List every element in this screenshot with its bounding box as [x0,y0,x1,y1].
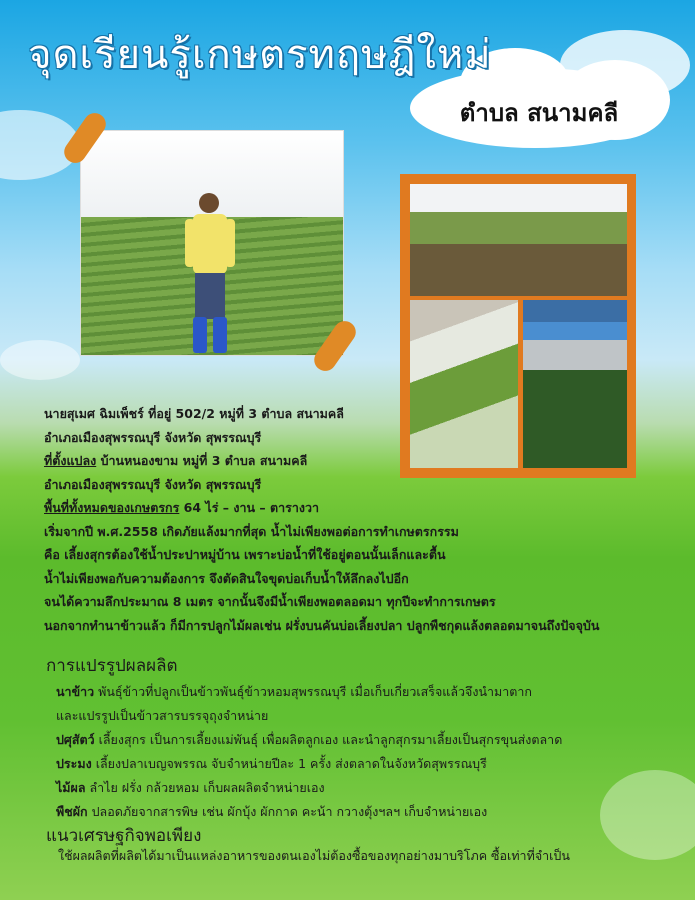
farmer-photo [80,130,344,356]
cloud-mid-left [0,340,80,380]
info-line-address: นายสุเมศ ฉิมเพ็ชร์ ที่อยู่ 502/2 หมู่ที่ 3 ตำบล สนามคลี [44,406,344,421]
sufficiency-heading: แนวเศรษฐกิจพอเพียง [46,826,202,846]
info-line-district: อำเภอเมืองสุพรรณบุรี จังหวัด สุพรรณบุรี [44,429,262,445]
processing-item-text: ลำไย ฝรั่ง กล้วยหอม เก็บผลผลิตจำหน่ายเอง [85,780,325,795]
area-label: พื้นที่ทั้งหมดของเกษตรกร [44,500,180,515]
processing-item [56,776,676,800]
info-line-area [44,496,664,520]
info-line-plot [44,449,664,473]
page-subtitle: ตำบล สนามคลี [459,99,619,127]
processing-item [56,728,676,752]
plot-label: ที่ตั้งแปลง [44,453,97,468]
processing-item [56,704,676,728]
processing-item-text: และแปรรูปเป็นข้าวสารบรรจุถุงจำหน่าย [56,708,269,723]
farmer-info [44,402,664,637]
processing-item-text: ปลอดภัยจากสารพิษ เช่น ผักบุ้ง ผักกาด คะน้า กวางตุ้งฯลฯ เก็บจำหน่ายเอง [87,804,488,819]
processing-item-label: ไม้ผล [56,780,86,795]
area-value: 64 ไร่ – งาน – ตารางวา [179,500,320,515]
info-line-history-5: นอกจากทำนาข้าวแล้ว ก็มีการปลูกไม้ผลเช่น ฝรั่งบนคันบ่อเลี้ยงปลา ปลูกพืชกุดแล้งตลอดมาจนถึงปัจจุบัน [44,617,600,633]
processing-item [56,800,676,824]
processing-list [56,680,676,824]
processing-item-text: พันธุ์ข้าวที่ปลูกเป็นข้าวพันธุ์ข้าวหอมสุพรรณบุรี เมื่อเก็บเกี่ยวเสร็จแล้วจึงนำมาตาก [94,684,532,699]
info-line-history-1: เริ่มจากปี พ.ศ.2558 เกิดภัยแล้งมากที่สุด น้ำไม่เพียงพอต่อการทำเกษตรกรรม [44,523,459,539]
farmer-figure [81,131,343,355]
plot-value: บ้านหนองขาม หมู่ที่ 3 ตำบล สนามคลี [96,453,308,468]
processing-item [56,680,676,704]
processing-item-text: เลี้ยงปลาเบญจพรรณ จับจำหน่ายปีละ 1 ครั้ง ส่งตลาดในจังหวัดสุพรรณบุรี [91,756,487,771]
page-title: จุดเรียนรู้เกษตรทฤษฎีใหม่ [28,32,492,78]
sufficiency-text: ใช้ผลผลิตที่ผลิตได้มาเป็นแหล่งอาหารของตนเองไม่ต้องซื้อของทุกอย่างมาบริโภค ซื้อเท่าที่จำเป็น [58,848,570,863]
info-line-history-3: น้ำไม่เพียงพอกับความต้องการ จึงตัดสินใจขุดบ่อเก็บน้ำให้ลึกลงไปอีก [44,570,409,586]
processing-heading: การแปรรูปผลผลิต [46,656,178,676]
info-line-plot-district: อำเภอเมืองสุพรรณบุรี จังหวัด สุพรรณบุรี [44,476,262,492]
processing-item-text: เลี้ยงสุกร เป็นการเลี้ยงแม่พันธุ์ เพื่อผลิตลูกเอง และนำลูกสุกรมาเลี้ยงเป็นสุกรขุนส่งตลาด [94,732,563,747]
processing-item-label: นาข้าว [56,684,95,699]
info-line-history-2: คือ เลี้ยงสุกรต้องใช้น้ำประปาหมู่บ้าน เพราะบ่อน้ำที่ใช้อยู่ตอนนั้นเล็กและตื้น [44,547,446,562]
processing-item [56,752,676,776]
processing-item-label: พืชผัก [56,804,88,819]
info-line-history-4: จนได้ความลึกประมาณ 8 เมตร จากนั้นจึงมีน้ำเพียงพอตลอดมา ทุกปีจะทำการเกษตร [44,594,496,609]
processing-item-label: ประมง [56,756,92,771]
field-photo [410,184,627,296]
processing-item-label: ปศุสัตว์ [56,732,95,747]
